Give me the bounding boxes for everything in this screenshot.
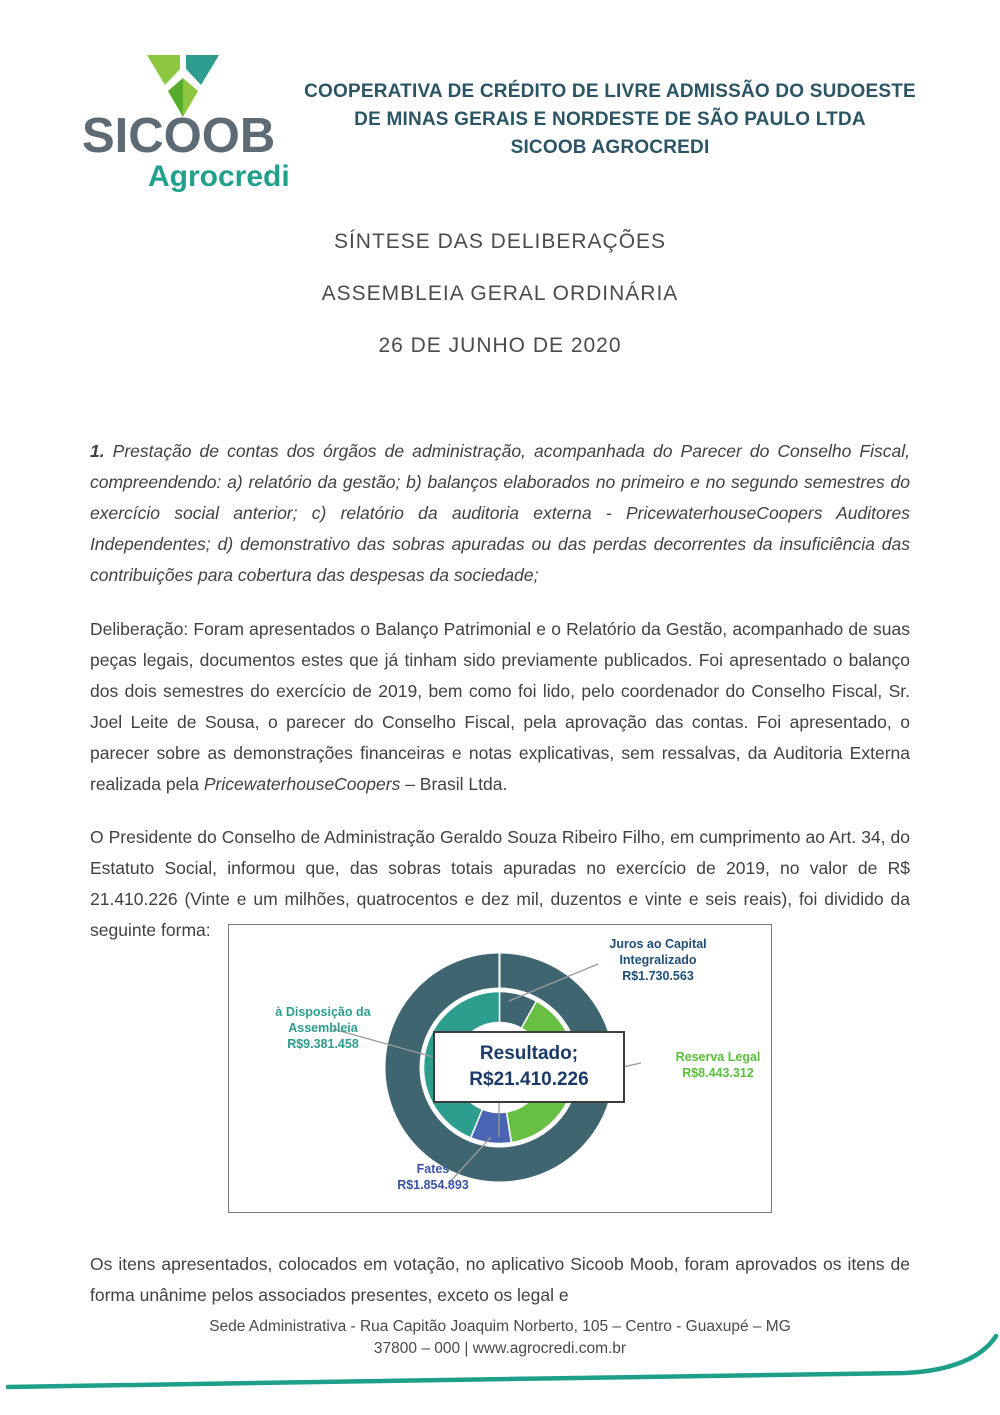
doc-title-line2: ASSEMBLEIA GERAL ORDINÁRIA (321, 282, 679, 305)
item1-number: 1. (90, 440, 105, 461)
footer-swoosh-line (0, 1330, 1000, 1415)
callout-fates (358, 1161, 508, 1193)
callout-disposicao-line1: à Disposição da (275, 1005, 371, 1019)
deliberacao-pwc: PricewaterhouseCoopers (203, 773, 401, 794)
callout-juros-value: R$1.730.563 (622, 969, 694, 983)
deliberacao-end: – Brasil Ltda. (400, 773, 508, 794)
footer-line1: Sede Administrativa - Rua Capitão Joaquim Norberto, 105 – Centro - Guaxupé – MG (209, 1318, 791, 1335)
callout-reserva (643, 1049, 793, 1081)
footer-line2: 37800 – 000 | www.agrocredi.com.br (373, 1340, 627, 1357)
cooperative-name (300, 78, 920, 162)
doc-title-line1: SÍNTESE DAS DELIBERAÇÕES (333, 230, 667, 253)
callout-disposicao (248, 1004, 398, 1052)
chart-center-line2: R$21.410.226 (469, 1069, 589, 1090)
deliberacao-text: Deliberação: Foram apresentados o Balanço Patrimonial e o Relatório da Gestão, acompanhado de suas peças legais, documentos estes que já tinham sido previamente publicados. Foi apresentado o balanço dos dois semestres do exercício de 2019, bem como foi lido, pelo coordenador do Conselho Fiscal, Sr. Joel Leite de Sousa, o parecer do Conselho Fiscal, pela aprovação das contas. Foi apresentado, o parecer sobre as demonstrações financeiras e notas explicativas, sem ressalvas, da Auditoria Externa realizada pela (90, 618, 910, 794)
logo-sicoob-text: SICOOB (82, 109, 276, 163)
callout-disposicao-value: R$9.381.458 (287, 1037, 359, 1051)
callout-fates-value: R$1.854.893 (397, 1178, 469, 1192)
item1-text: Prestação de contas dos órgãos de administração, acompanhada do Parecer do Conselho Fiscal, compreendendo: a) relatório da gestão; b) balanços elaborados no primeiro e no segundo semestres do exercício social anterior; c) relatório da auditoria externa - PricewaterhouseCoopers Auditores Independentes; d) demonstrativo das sobras apuradas ou das perdas decorrentes da insuficiência das contribuições para cobertura das despesas da sociedade; (90, 440, 910, 585)
paragraph-votacao: Os itens apresentados, colocados em votação, no aplicativo Sicoob Moob, foram aprovados os itens de forma unânime pelos associados presentes, exceto os legal e (90, 1253, 910, 1305)
callout-reserva-line1: Reserva Legal (675, 1050, 761, 1064)
paragraph-deliberacao (90, 614, 910, 800)
callout-juros (583, 936, 733, 984)
callout-juros-line1: Juros ao Capital (609, 937, 707, 951)
paragraph-presidente: O Presidente do Conselho de Administração Geraldo Souza Ribeiro Filho, em cumprimento ao Art. 34, do Estatuto Social, informou que, das sobras totais apuradas no exercício de 2019, no valor de R$ 21.410.226 (Vinte e um milhões, quatrocentos e dez mil, duzentos e vinte e seis reais), foi dividido da seguinte forma: (90, 826, 910, 940)
callout-juros-line2: Integralizado (619, 953, 697, 967)
chart-center-label (433, 1031, 625, 1103)
callout-reserva-value: R$8.443.312 (682, 1066, 754, 1080)
paragraph-item1 (90, 436, 910, 591)
callout-disposicao-line2: Assembleia (288, 1021, 358, 1035)
callout-fates-line1: Fates (416, 1162, 450, 1176)
doc-title-line3: 26 DE JUNHO DE 2020 (378, 334, 622, 357)
cooperative-name-line1: COOPERATIVA DE CRÉDITO DE LIVRE ADMISSÃO DO SUDOESTE (304, 81, 916, 102)
logo-agrocredi-text: Agrocredi (148, 160, 290, 193)
cooperative-name-line2: DE MINAS GERAIS E NORDESTE DE SÃO PAULO LTDA (354, 109, 866, 130)
chart-center-line1: Resultado; (479, 1043, 579, 1064)
cooperative-name-line3: SICOOB AGROCREDI (510, 137, 710, 158)
donut-chart-frame (228, 924, 772, 1213)
